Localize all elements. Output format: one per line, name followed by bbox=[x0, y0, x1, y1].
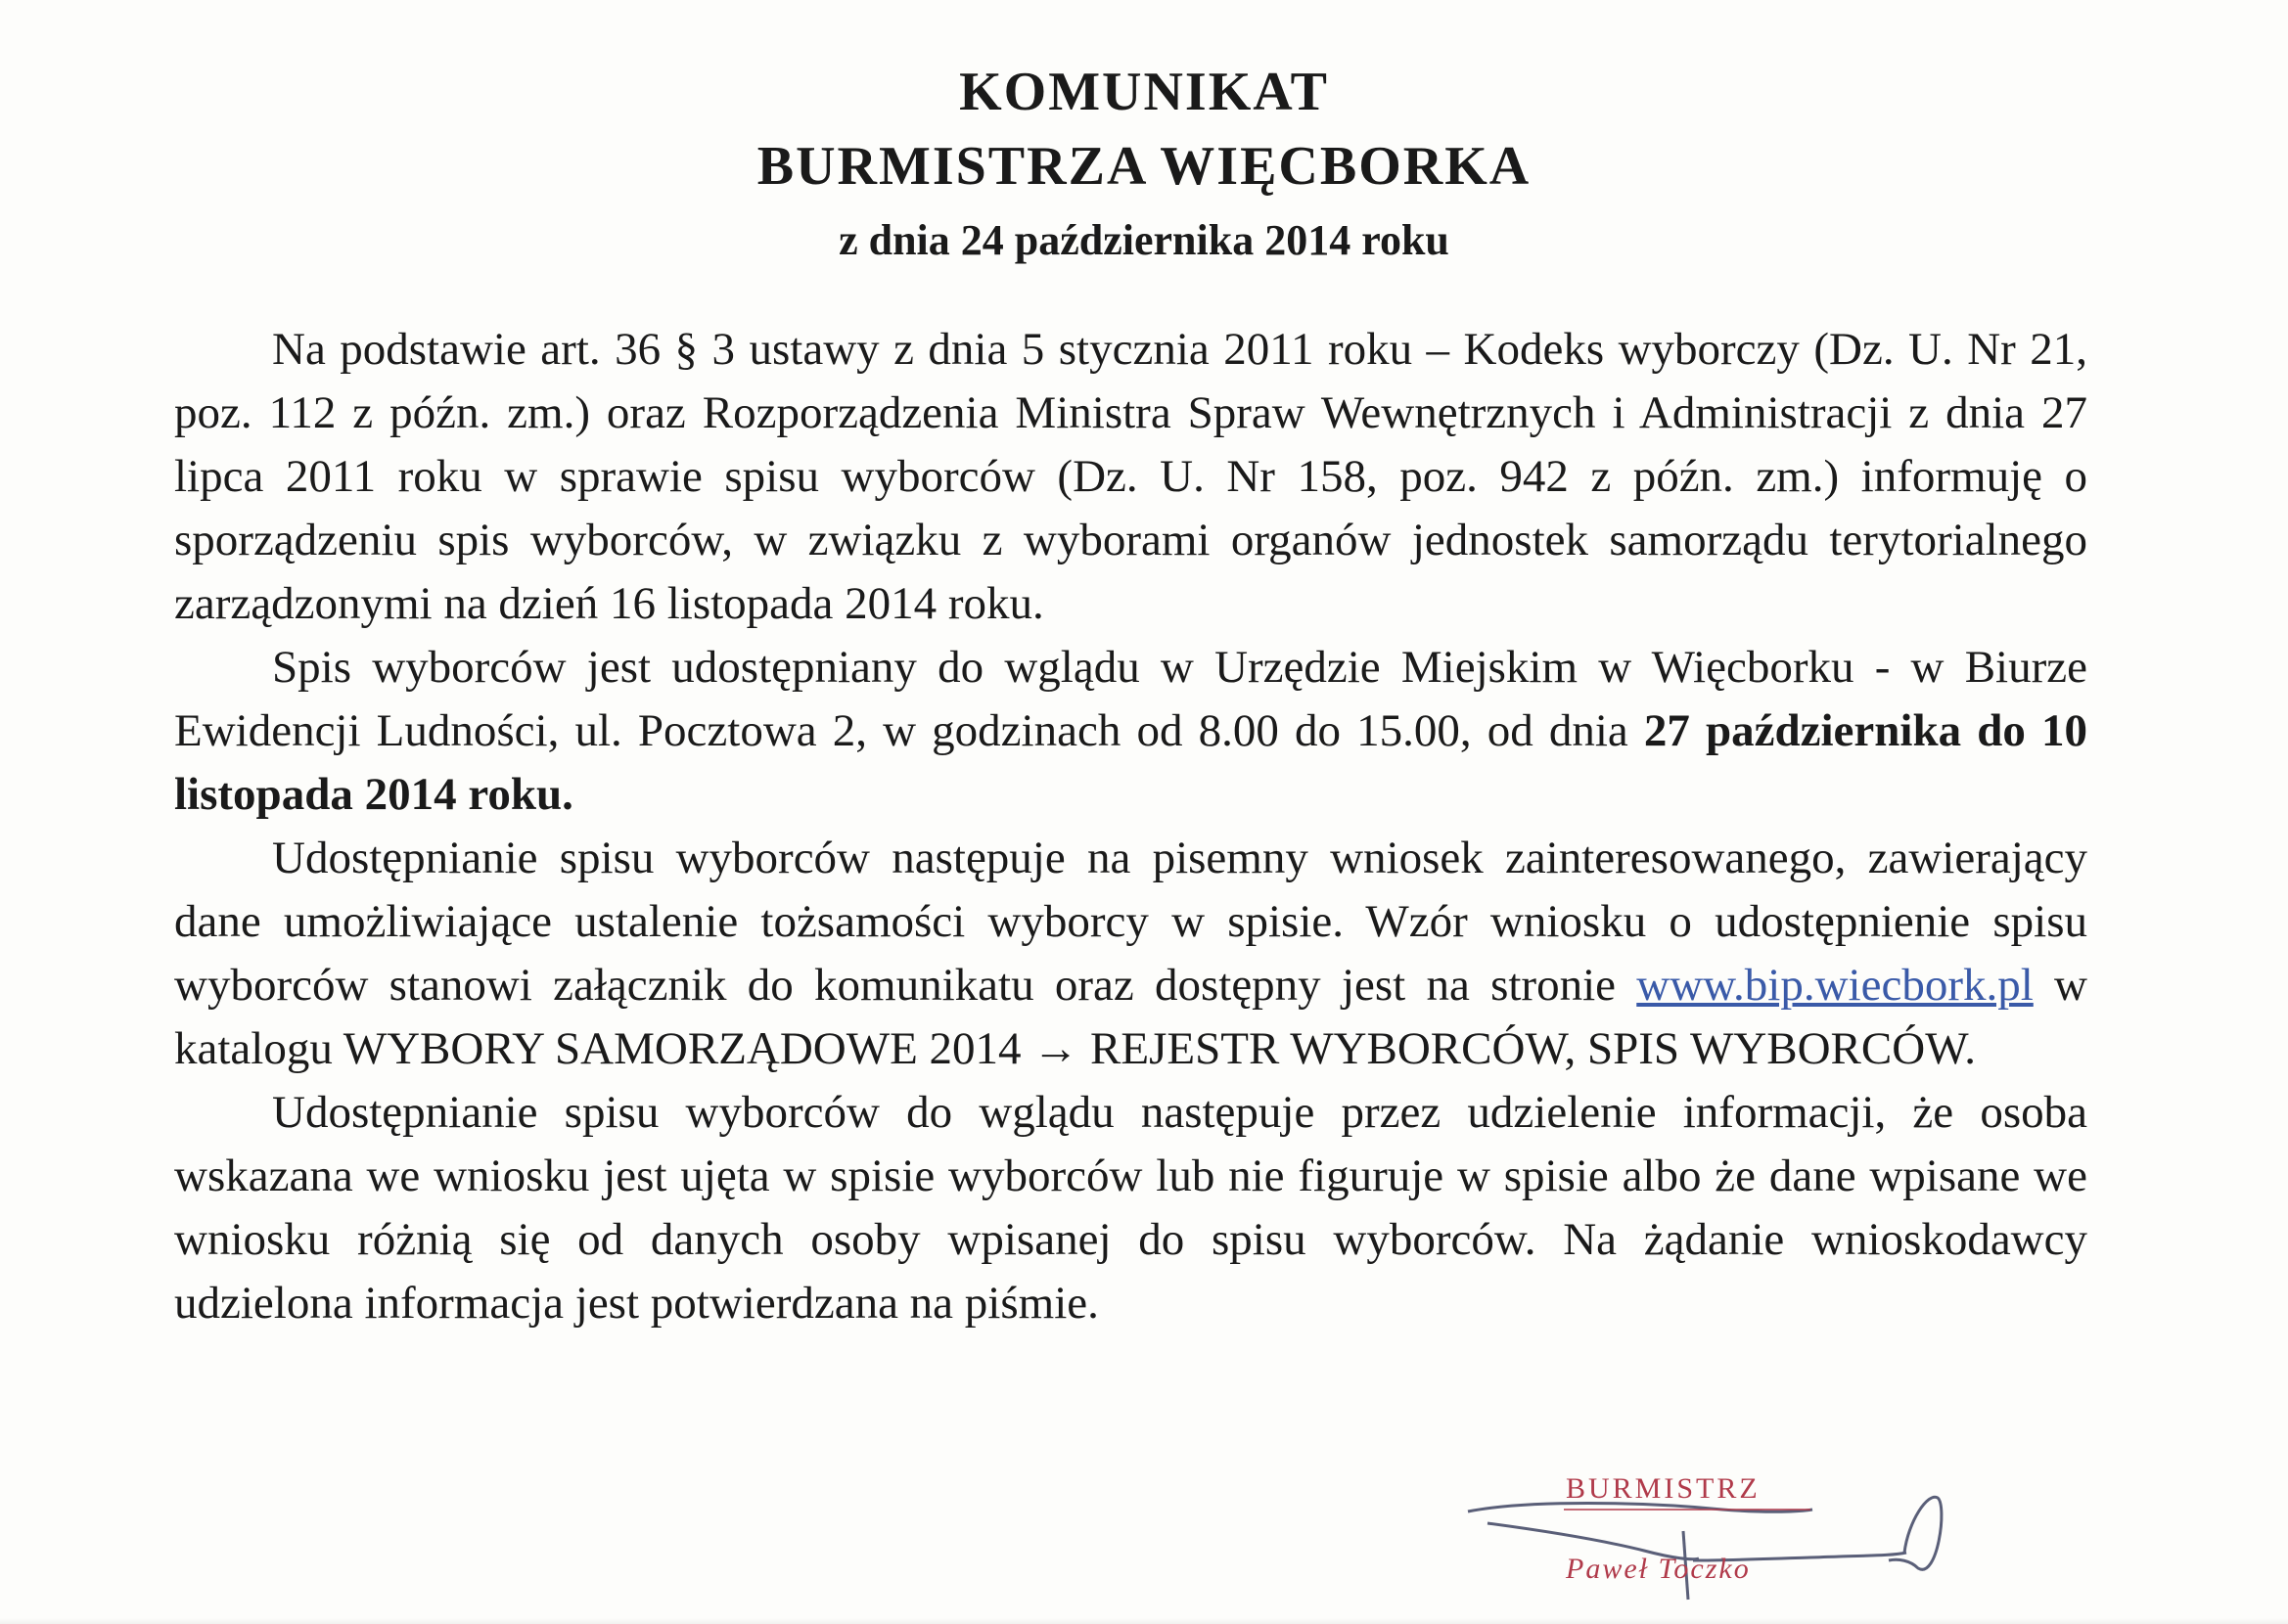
stamp-name: Paweł Toczko bbox=[1566, 1553, 1751, 1585]
paragraph-availability bbox=[174, 636, 2087, 827]
bip-link[interactable]: www.bip.wiecbork.pl bbox=[1636, 960, 2034, 1011]
document-body bbox=[174, 318, 2087, 1335]
availability-text: Spis wyborców jest udostępniany do wglądu w Urzędzie Miejskim w Więcborku - w Biurze Ewidencji Ludności, ul. Pocztowa 2, w godzinach od 8.00 do 15.00, od dnia bbox=[174, 642, 2087, 756]
document-issuer: BURMISTRZA WIĘCBORKA bbox=[756, 136, 1532, 197]
stamp-title: BURMISTRZ bbox=[1566, 1472, 1761, 1505]
paragraph-legal-basis: Na podstawie art. 36 § 3 ustawy z dnia 5 stycznia 2011 roku – Kodeks wyborczy (Dz. U. Nr 21, poz. 112 z późn. zm.) oraz Rozporządzenia Ministra Spraw Wewnętrznych i Administracji z dnia 27 lipca 2011 roku w sprawie spisu wyborców (Dz. U. Nr 158, poz. 942 z późn. zm.) informuję o sporządzeniu spis wyborców, w związku z wyborami organów jednostek samorządu terytorialnego zarządzonymi na dzień 16 listopada 2014 roku. bbox=[174, 324, 2087, 629]
request-catalog-text: w katalogu WYBORY SAMORZĄDOWE 2014 → REJESTR WYBORCÓW, SPIS WYBORCÓW. bbox=[174, 960, 2087, 1074]
document-title: KOMUNIKAT bbox=[959, 62, 1329, 122]
page-edge bbox=[0, 1618, 2288, 1624]
document-date: z dnia 24 października 2014 roku bbox=[839, 216, 1449, 264]
signature-stamp bbox=[1448, 1463, 1977, 1609]
availability-dates: 27 października do 10 listopada 2014 roku. bbox=[174, 705, 2088, 820]
request-text: Udostępnianie spisu wyborców następuje na pisemny wniosek zainteresowanego, zawierający dane umożliwiające ustalenie tożsamości wyborcy w spisie. Wzór wniosku o udostępnienie spisu wyborców stanowi załącznik do komunikatu oraz dostępny jest na stronie bbox=[174, 833, 2087, 1011]
paragraph-request bbox=[174, 827, 2087, 1081]
paragraph-information: Udostępnianie spisu wyborców do wglądu następuje przez udzielenie informacji, że osoba wskazana we wniosku jest ujęta w spisie wyborców lub nie figuruje w spisie albo że dane wpisane we wniosku różnią się od danych osoby wpisanej do spisu wyborców. Na żądanie wnioskodawcy udzielona informacja jest potwierdzana na piśmie. bbox=[174, 1087, 2087, 1329]
